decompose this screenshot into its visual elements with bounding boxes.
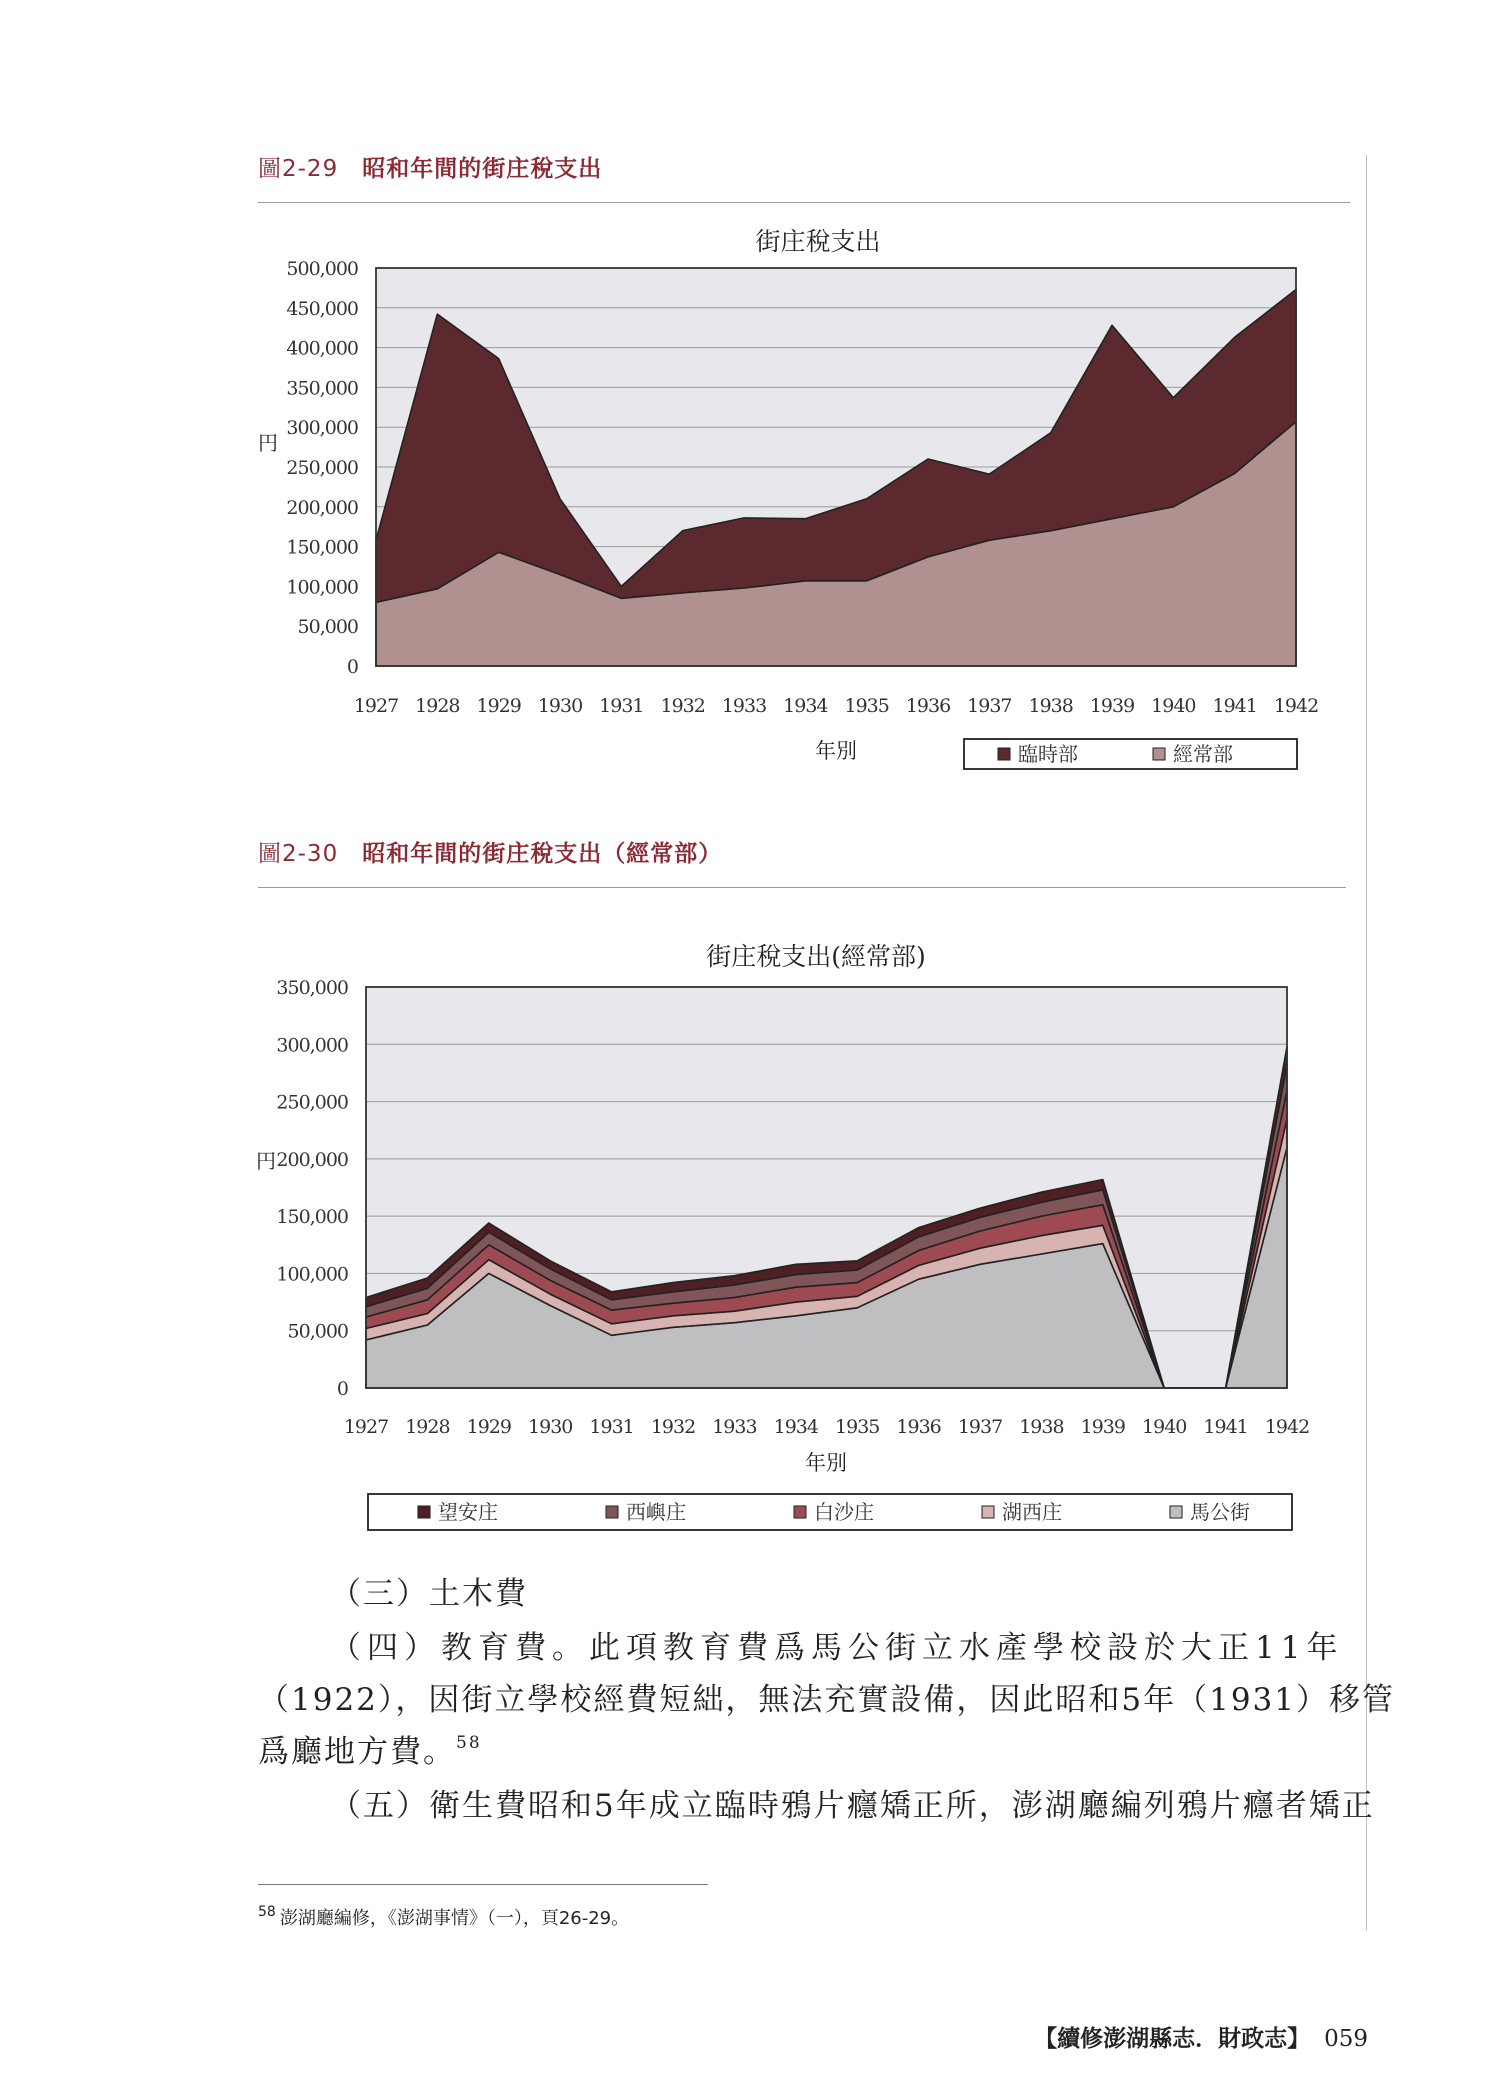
y-tick-label: 0 [336, 1378, 348, 1400]
legend-swatch [982, 1506, 994, 1518]
y-tick-label: 300,000 [286, 417, 358, 440]
x-tick-label: 1937 [967, 695, 1012, 717]
chart-title: 街庄稅支出 [755, 227, 881, 256]
page-number: 059 [1324, 2026, 1368, 2052]
x-tick-label: 1940 [1142, 1416, 1187, 1438]
legend-label: 經常部 [1173, 742, 1233, 766]
y-axis-title: 円 [258, 431, 278, 455]
x-tick-label: 1929 [476, 695, 521, 717]
x-tick-label: 1936 [905, 695, 951, 717]
footnote-rule [258, 1884, 708, 1885]
y-tick-label: 100,000 [286, 576, 358, 599]
x-tick-label: 1933 [712, 1416, 757, 1438]
figure-number: 圖2-30 [258, 841, 339, 867]
x-tick-label: 1933 [721, 695, 767, 717]
y-tick-label: 200,000 [286, 496, 358, 519]
legend-swatch [606, 1506, 618, 1518]
chart-title: 街庄稅支出(經常部) [706, 942, 926, 971]
footnote-reference: 58 [456, 1733, 482, 1753]
x-axis-title: 年別 [815, 739, 857, 763]
y-tick-label: 300,000 [276, 1034, 348, 1057]
x-tick-label: 1932 [660, 695, 705, 717]
legend-label: 西嶼庄 [626, 1500, 686, 1524]
x-tick-label: 1935 [844, 695, 889, 717]
y-tick-label: 50,000 [287, 1320, 348, 1343]
body-line-4 [258, 1726, 482, 1771]
y-tick-label: 350,000 [286, 377, 358, 400]
x-tick-label: 1939 [1080, 1416, 1125, 1438]
x-tick-label: 1930 [528, 1416, 573, 1438]
x-tick-label: 1941 [1203, 1416, 1248, 1438]
y-axis-title: 円 [256, 1149, 276, 1173]
figure-title: 昭和年間的街庄稅支出 [362, 156, 603, 182]
footnote [258, 1904, 629, 1930]
book-title: 【續修澎湖縣志．財政志】 [1034, 2025, 1311, 2052]
legend-label: 望安庄 [438, 1500, 498, 1524]
x-tick-label: 1930 [537, 695, 583, 717]
x-tick-label: 1938 [1019, 1416, 1064, 1438]
x-tick-label: 1927 [343, 1416, 389, 1438]
y-tick-label: 0 [346, 656, 358, 678]
y-tick-label: 100,000 [276, 1263, 348, 1286]
x-tick-label: 1928 [405, 1416, 450, 1438]
body-line-2: （四）教育費。此項教育費爲馬公街立水產學校設於大正11年 [330, 1630, 1344, 1666]
x-tick-label: 1935 [835, 1416, 880, 1438]
x-tick-label: 1942 [1273, 695, 1319, 717]
x-axis-title: 年別 [805, 1451, 847, 1475]
body-line-4-text: 爲廳地方費。 [258, 1734, 456, 1770]
x-tick-label: 1939 [1089, 695, 1135, 717]
legend-label: 臨時部 [1018, 742, 1078, 766]
x-tick-label: 1931 [599, 695, 644, 717]
page-footer [1034, 2020, 1368, 2053]
y-tick-label: 250,000 [276, 1091, 348, 1114]
x-tick-label: 1942 [1264, 1416, 1310, 1438]
x-tick-label: 1928 [415, 695, 460, 717]
x-tick-label: 1927 [353, 695, 399, 717]
y-tick-label: 250,000 [286, 457, 358, 479]
y-tick-label: 350,000 [276, 977, 348, 999]
y-tick-label: 150,000 [286, 536, 358, 559]
x-tick-label: 1941 [1212, 695, 1257, 717]
legend-label: 馬公街 [1190, 1500, 1250, 1524]
x-tick-label: 1931 [589, 1416, 634, 1438]
y-tick-label: 200,000 [276, 1148, 348, 1171]
legend-label: 白沙庄 [814, 1500, 874, 1524]
x-tick-label: 1932 [650, 1416, 696, 1438]
y-tick-label: 500,000 [286, 258, 358, 280]
figure-title: 昭和年間的街庄稅支出（經常部） [362, 841, 723, 867]
footnote-number: 58 [258, 1904, 276, 1920]
x-tick-label: 1937 [957, 1416, 1003, 1438]
legend-swatch [1170, 1506, 1182, 1518]
x-tick-label: 1936 [896, 1416, 941, 1438]
y-tick-label: 400,000 [286, 337, 358, 360]
y-tick-label: 150,000 [276, 1206, 348, 1229]
body-line-5: （五）衛生費昭和5年成立臨時鴉片癮矯正所，澎湖廳編列鴉片癮者矯正 [330, 1788, 1375, 1824]
legend-swatch [418, 1506, 430, 1518]
y-tick-label: 450,000 [286, 297, 358, 320]
x-tick-label: 1929 [466, 1416, 511, 1438]
y-tick-label: 50,000 [297, 616, 358, 639]
legend-label: 湖西庄 [1002, 1500, 1062, 1524]
body-line-3: （1922），因街立學校經費短絀，無法充實設備，因此昭和5年（1931）移管 [258, 1682, 1396, 1718]
body-line-1: （三）土木費 [330, 1576, 528, 1612]
x-tick-label: 1934 [783, 695, 828, 717]
legend-swatch [794, 1506, 806, 1518]
x-tick-label: 1940 [1151, 695, 1196, 717]
figure-number: 圖2-29 [258, 156, 339, 182]
x-tick-label: 1934 [773, 1416, 818, 1438]
x-tick-label: 1938 [1028, 695, 1073, 717]
footnote-text: 澎湖廳編修，《澎湖事情》（一），頁26-29。 [279, 1908, 630, 1929]
